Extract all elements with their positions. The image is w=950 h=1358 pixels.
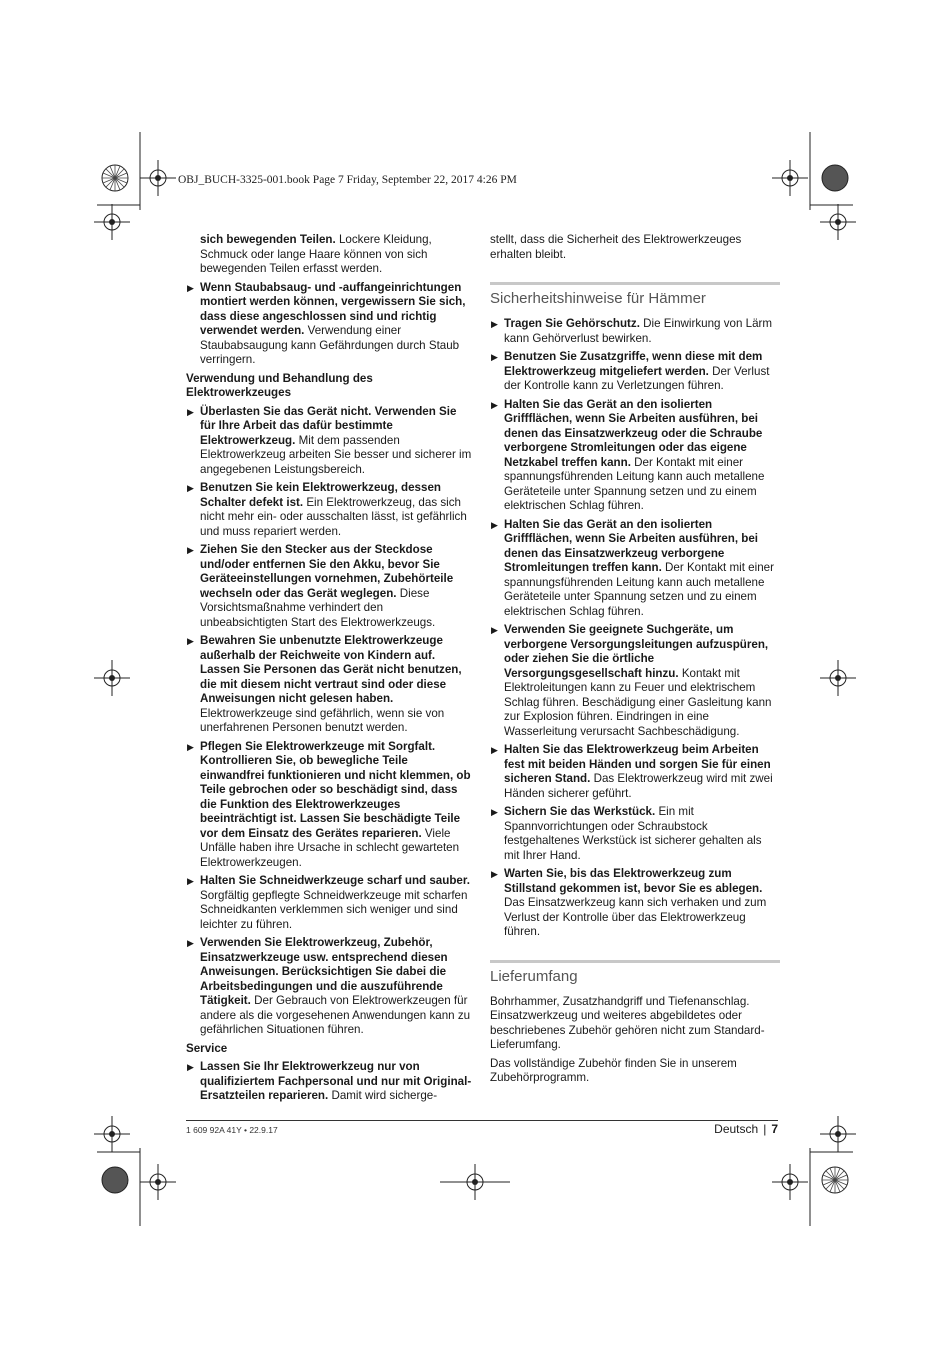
item-bold: Pflegen Sie Elektrowerkzeuge mit Sorgfalt. Kontrollieren Sie, ob bewegliche Teile einwandfrei funktionieren und nicht klemmen, ob Teile gebrochen oder so beschädigt sind, dass die Funktion des Elektrowerkzeuges beeinträchtigt ist. Lassen Sie beschädigte Teile vor dem Einsatz des Gerätes reparieren. <box>200 739 471 840</box>
subheading-usage: Verwendung und Behandlung des Elektrowerkzeuges <box>186 371 373 399</box>
right-column <box>490 233 780 1090</box>
item-text: Viele Unfälle haben ihre Ursache in schlecht gewarteten Elektrowerkzeugen. <box>200 826 460 869</box>
footer-page-info <box>714 1122 778 1136</box>
item-bold: Sichern Sie das Werkstück. <box>504 805 656 818</box>
print-header: OBJ_BUCH-3325-001.book Page 7 Friday, September 22, 2017 4:26 PM <box>178 174 517 186</box>
triangle-right-icon: ▶ <box>491 745 498 755</box>
list-item <box>186 740 472 871</box>
left-column <box>186 233 472 1108</box>
item-text: Kontakt mit Elektroleitungen kann zu Feuer und elektrischem Schlag führen. Beschädigung einer Gasleitung kann zur Explosion führen. Eindringen in eine Wasserleitung verursacht Sachbeschädigung. <box>504 666 772 738</box>
item-bold: Benutzen Sie Zusatzgriffe, wenn diese mit dem Elektrowerkzeug mitgeliefert werden. <box>504 350 763 378</box>
page-number: 7 <box>771 1122 778 1136</box>
footer-rule <box>186 1120 778 1121</box>
item-text: Ein mit Spannvorrichtungen oder Schraubstock festgehaltenes Werkstück ist sicherer gehalten als mit Ihrer Hand. <box>504 805 762 862</box>
item-text: Die Einwirkung von Lärm kann Gehörverlust bewirken. <box>504 317 773 345</box>
triangle-right-icon: ▶ <box>491 399 498 410</box>
item-bold: Überlasten Sie das Gerät nicht. Verwenden Sie für Ihre Arbeit das dafür bestimmte Elektrowerkzeug. <box>200 404 457 447</box>
item-bold: Halten Sie Schneidwerkzeuge scharf und sauber. <box>200 874 470 887</box>
item-bold: Halten Sie das Elektrowerkzeug beim Arbeiten fest mit beiden Händen und sorgen Sie für einen sicheren Stand. <box>504 743 771 785</box>
section-heading-hammer: Sicherheitshinweise für Hämmer <box>490 282 780 309</box>
triangle-right-icon: ▶ <box>187 1062 194 1072</box>
item-bold: Verwenden Sie geeignete Suchgeräte, um verborgene Versorgungsleitungen aufzuspüren, oder ziehen Sie die örtliche Versorgungsgesellschaft hinzu. <box>504 623 769 680</box>
list-item <box>186 1060 472 1104</box>
item-bold: Wenn Staubabsaug- und -auffangeinrichtungen montiert werden können, vergewissern Sie sich, dass diese angeschlossen sind und richtig verwendet werden. <box>200 280 466 337</box>
list-item <box>186 874 472 932</box>
triangle-right-icon: ▶ <box>187 406 194 417</box>
list-item <box>490 805 780 863</box>
triangle-right-icon: ▶ <box>491 625 498 635</box>
item-text: Das Elektrowerkzeug wird mit zwei Händen sicherer geführt. <box>504 772 773 800</box>
item-text: Der Kontakt mit einer spannungsführenden Leitung kann auch metallene Geräteteile unter Spannung setzen und zu einem elektrischen Schlag führen. <box>504 455 765 512</box>
item-bold: Lassen Sie Ihr Elektrowerkzeug nur von qualifiziertem Fachpersonal und nur mit Original-Ersatzteilen reparieren. <box>200 1060 472 1102</box>
continued-paragraph: stellt, dass die Sicherheit des Elektrowerkzeuges erhalten bleibt. <box>490 233 742 261</box>
list-item <box>490 350 780 394</box>
triangle-right-icon: ▶ <box>187 741 194 752</box>
list-item <box>186 936 472 1038</box>
item-bold: Bewahren Sie unbenutzte Elektrowerkzeuge außerhalb der Reichweite von Kindern auf. Lassen Sie Personen das Gerät nicht benutzen, die mit diesem nicht vertraut sind oder diese Anweisungen nicht gelesen haben. <box>200 634 462 705</box>
list-item <box>490 398 780 514</box>
list-item <box>490 867 780 940</box>
item-text: Sorgfältig gepflegte Schneidwerkzeuge mit scharfen Schneidkanten verklemmen sich weniger und sind leichter zu führen. <box>200 888 468 931</box>
section-heading-scope: Lieferumfang <box>490 960 780 987</box>
item-text: Der Kontakt mit einer spannungsführenden Leitung kann auch metallene Geräteteile unter Spannung setzen und zu einem elektrischen Schlag führen. <box>504 561 774 618</box>
triangle-right-icon: ▶ <box>491 352 498 362</box>
triangle-right-icon: ▶ <box>187 938 194 948</box>
scope-paragraph-1: Bohrhammer, Zusatzhandgriff und Tiefenanschlag. Einsatzwerkzeug und weiteres abgebildetes oder beschriebenes Zubehör gehören nicht zum Standard-Lieferumfang. <box>490 994 765 1051</box>
footer-separator: | <box>763 1122 767 1136</box>
triangle-right-icon: ▶ <box>491 319 498 329</box>
item-text: Ein Elektrowerkzeug, das sich nicht mehr ein- oder ausschalten lässt, ist gefährlich und muss repariert werden. <box>200 495 467 538</box>
item-text: Das Einsatzwerkzeug kann sich verhaken und zum Verlust der Kontrolle über das Elektrowerkzeug führen. <box>504 896 767 938</box>
list-item <box>186 481 472 539</box>
item-text: Verwendung einer Staubabsaugung kann Gefährdungen durch Staub verringern. <box>200 324 460 366</box>
item-text: Diese Vorsichtsmaßnahme verhindert den unbeabsichtigten Start des Elektrowerkzeugs. <box>200 586 436 629</box>
triangle-right-icon: ▶ <box>187 636 194 646</box>
intro-paragraph <box>186 233 472 277</box>
item-bold: Tragen Sie Gehörschutz. <box>504 317 640 330</box>
triangle-right-icon: ▶ <box>187 545 194 555</box>
scope-paragraph-2: Das vollständige Zubehör finden Sie in unserem Zubehörprogramm. <box>490 1056 737 1084</box>
intro-text: Lockere Kleidung, Schmuck oder lange Haare können von sich bewegenden Teilen erfasst werden. <box>200 233 432 275</box>
list-item <box>186 281 472 368</box>
item-bold: Verwenden Sie Elektrowerkzeug, Zubehör, Einsatzwerkzeuge usw. entsprechend diesen Anweisungen. Berücksichtigen Sie dabei die Arbeitsbedingungen und die auszuführende Tätigkeit. <box>200 936 448 1007</box>
item-text: Der Gebrauch von Elektrowerkzeugen für andere als die vorgesehenen Anwendungen kann zu gefährlichen Situationen führen. <box>200 994 471 1036</box>
list-item <box>490 518 780 620</box>
item-bold: Benutzen Sie kein Elektrowerkzeug, dessen Schalter defekt ist. <box>200 481 441 509</box>
list-item <box>186 405 472 478</box>
item-bold: Ziehen Sie den Stecker aus der Steckdose und/oder entfernen Sie den Akku, bevor Sie Geräteeinstellungen vornehmen, Zubehörteile wechseln oder das Gerät weglegen. <box>200 543 454 600</box>
triangle-right-icon: ▶ <box>491 807 498 817</box>
subheading-service: Service <box>186 1041 228 1055</box>
list-item <box>490 743 780 801</box>
intro-bold: sich bewegenden Teilen. <box>200 233 336 246</box>
list-item <box>186 543 472 630</box>
triangle-right-icon: ▶ <box>187 282 194 293</box>
item-text: Damit wird sicherge- <box>328 1089 438 1102</box>
list-item <box>490 623 780 739</box>
triangle-right-icon: ▶ <box>491 869 498 879</box>
item-bold: Warten Sie, bis das Elektrowerkzeug zum Stillstand gekommen ist, bevor Sie es ablegen. <box>504 867 763 895</box>
footer-language: Deutsch <box>714 1122 759 1136</box>
list-item <box>490 317 780 346</box>
item-bold: Halten Sie das Gerät an den isolierten Griffflächen, wenn Sie Arbeiten ausführen, bei denen das Einsatzwerkzeug oder die Schraube verborgene Stromleitungen oder das eigene Netzkabel treffen kann. <box>504 397 763 469</box>
triangle-right-icon: ▶ <box>491 519 498 530</box>
footer-code: 1 609 92A 41Y • 22.9.17 <box>186 1125 278 1135</box>
triangle-right-icon: ▶ <box>187 483 194 493</box>
item-bold: Halten Sie das Gerät an den isolierten Griffflächen, wenn Sie Arbeiten ausführen, bei denen das Einsatzwerkzeug verborgene Stromleitungen treffen kann. <box>504 517 759 574</box>
triangle-right-icon: ▶ <box>187 876 194 886</box>
item-text: Der Verlust der Kontrolle kann zu Verletzungen führen. <box>504 364 770 392</box>
item-text: Elektrowerkzeuge sind gefährlich, wenn sie von unerfahrenen Personen benutzt werden. <box>200 706 445 734</box>
item-text: Mit dem passenden Elektrowerkzeug arbeiten Sie besser und sicherer im angegebenen Leistungsbereich. <box>200 433 472 476</box>
list-item <box>186 634 472 736</box>
